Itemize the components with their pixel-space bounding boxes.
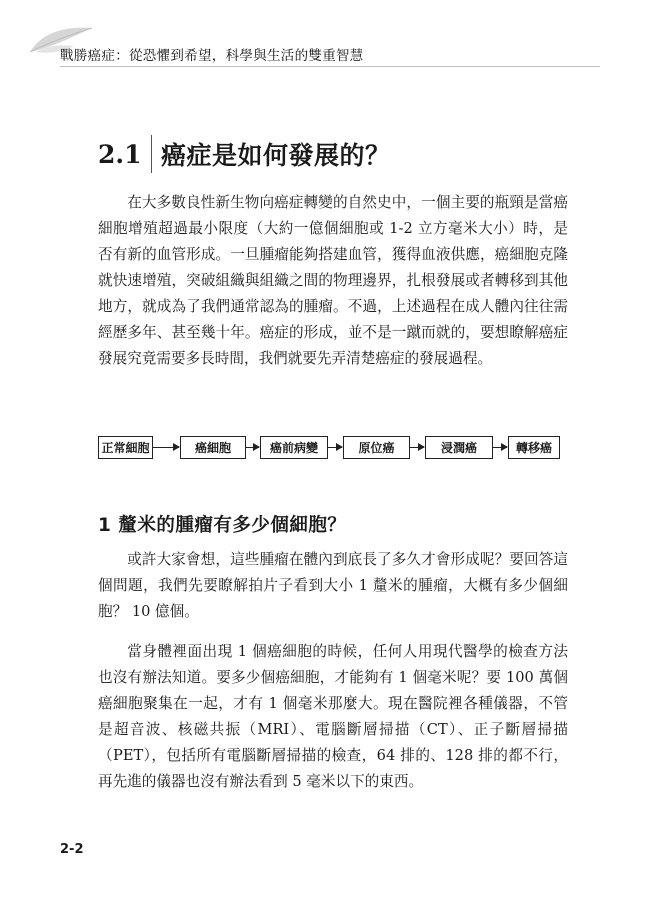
running-header: 戰勝癌症：從恐懼到希望，科學與生活的雙重智慧 — [60, 48, 364, 64]
flow-step-metastatic-cancer: 轉移癌 — [508, 436, 560, 459]
flow-arrow — [246, 447, 259, 448]
body-paragraph: 當身體裡面出現 1 個癌細胞的時候，任何人用現代醫學的檢查方法也沒有辦法知道。要多少個癌細胞，才能夠有 1 個毫米呢？要 100 萬個癌細胞聚集在一起，才有 1 個毫米那麼大。現在醫院裡各種儀器，不管是超音波、核磁共振（MRI）、電腦斷層掃描（CT）、正子斷層掃描（PET），包括所有電腦斷層掃描的檢查，64 排的、128 排的都不行，再先進的儀器也沒有辦法看到 5 毫米以下的東西。 — [98, 643, 568, 790]
flow-step-precancerous-lesion: 癌前病變 — [260, 436, 328, 459]
flow-arrow — [493, 447, 507, 448]
flow-arrow — [410, 447, 424, 448]
cancer-progression-flowchart — [98, 436, 560, 461]
body-paragraph: 或許大家會想，這些腫瘤在體內到底長了多久才會形成呢？要回答這個問題，我們先要瞭解拍片子看到大小 1 釐米的腫瘤，大概有多少個細胞？ 10 億個。 — [98, 551, 568, 620]
section-divider — [151, 135, 153, 173]
header-divider — [60, 66, 600, 67]
intro-paragraph: 在大多數良性新生物向癌症轉變的自然史中，一個主要的瓶頸是當癌細胞增殖超過最小限度（大約一億個細胞或 1-2 立方毫米大小）時，是否有新的血管形成。一旦腫瘤能夠搭建血管，獲得血液供應，癌細胞克隆就快速增殖，突破組織與組織之間的物理邊界，扎根發展或者轉移到其他地方，就成為了我們通常認為的腫瘤。不過，上述過程在成人體內往往需經歷多年、甚至幾十年。癌症的形成，並不是一蹴而就的，要想瞭解癌症發展究竟需要多長時間，我們就要先弄清楚癌症的發展過程。 — [98, 194, 568, 367]
section-title: 癌症是如何發展的？ — [161, 141, 391, 170]
section-heading — [98, 134, 391, 174]
flow-step-carcinoma-in-situ: 原位癌 — [343, 436, 410, 459]
subsection-heading: 1 釐米的腫瘤有多少個細胞？ — [98, 515, 347, 536]
flow-step-normal-cell: 正常細胞 — [98, 436, 153, 459]
flow-step-invasive-cancer: 浸潤癌 — [425, 436, 493, 459]
flow-arrow — [153, 447, 179, 448]
page-number: 2-2 — [60, 842, 84, 857]
flow-arrow — [328, 447, 342, 448]
flow-step-cancer-cell: 癌細胞 — [180, 436, 246, 459]
section-number: 2.1 — [98, 139, 142, 169]
